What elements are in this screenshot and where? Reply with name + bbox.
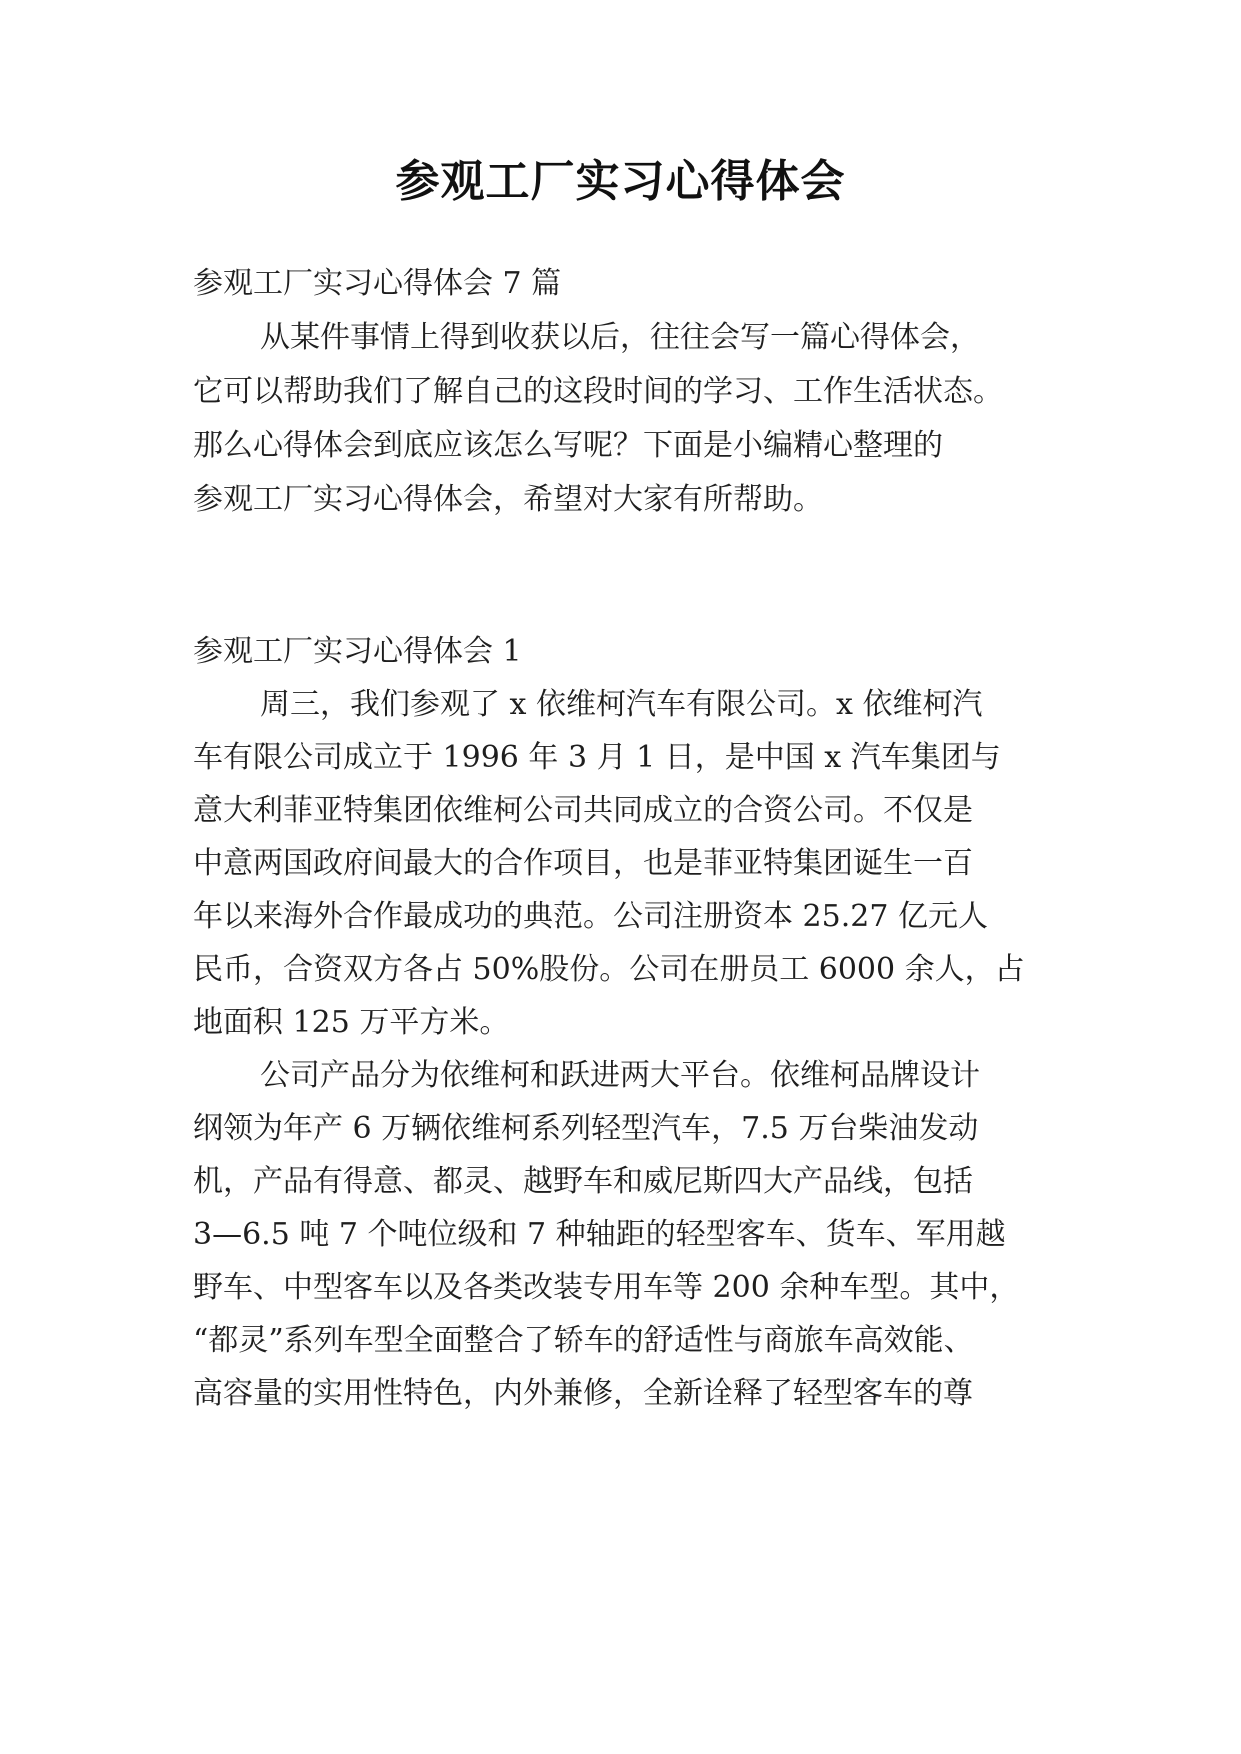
para1-line-3: 意大利菲亚特集团依维柯公司共同成立的合资公司。不仅是 xyxy=(193,793,973,828)
para1-line-5: 年以来海外合作最成功的典范。公司注册资本 25.27 亿元人 xyxy=(193,899,988,934)
intro-line-4: 参观工厂实习心得体会，希望对大家有所帮助。 xyxy=(193,482,823,517)
intro-line-1: 从某件事情上得到收获以后，往往会写一篇心得体会， xyxy=(260,320,980,355)
para2-line-1: 公司产品分为依维柯和跃进两大平台。依维柯品牌设计 xyxy=(260,1058,980,1093)
para2-line-3: 机，产品有得意、都灵、越野车和威尼斯四大产品线，包括 xyxy=(193,1164,973,1199)
para2-line-5: 野车、中型客车以及各类改装专用车等 200 余种车型。其中， xyxy=(193,1270,1020,1305)
para1-line-6: 民币，合资双方各占 50%股份。公司在册员工 6000 余人，占 xyxy=(193,952,1025,987)
intro-line-2: 它可以帮助我们了解自己的这段时间的学习、工作生活状态。 xyxy=(193,374,1003,409)
document-title: 参观工厂实习心得体会 xyxy=(395,156,846,207)
para1-line-7: 地面积 125 万平方米。 xyxy=(193,1005,510,1040)
para2-line-6: “都灵”系列车型全面整合了轿车的舒适性与商旅车高效能、 xyxy=(193,1323,974,1358)
section1-heading: 参观工厂实习心得体会 1 xyxy=(193,634,522,669)
para2-line-2: 纲领为年产 6 万辆依维柯系列轻型汽车，7.5 万台柴油发动 xyxy=(193,1111,979,1146)
para1-line-1: 周三，我们参观了 x 依维柯汽车有限公司。x 依维柯汽 xyxy=(260,687,983,722)
intro-line-3: 那么心得体会到底应该怎么写呢？下面是小编精心整理的 xyxy=(193,428,943,463)
para1-line-2: 车有限公司成立于 1996 年 3 月 1 日，是中国 x 汽车集团与 xyxy=(193,740,1001,775)
para2-line-4: 3—6.5 吨 7 个吨位级和 7 种轴距的轻型客车、货车、军用越 xyxy=(193,1217,1006,1252)
intro-heading: 参观工厂实习心得体会 7 篇 xyxy=(193,266,562,301)
para1-line-4: 中意两国政府间最大的合作项目，也是菲亚特集团诞生一百 xyxy=(193,846,973,881)
para2-line-7: 高容量的实用性特色，内外兼修，全新诠释了轻型客车的尊 xyxy=(193,1376,973,1411)
